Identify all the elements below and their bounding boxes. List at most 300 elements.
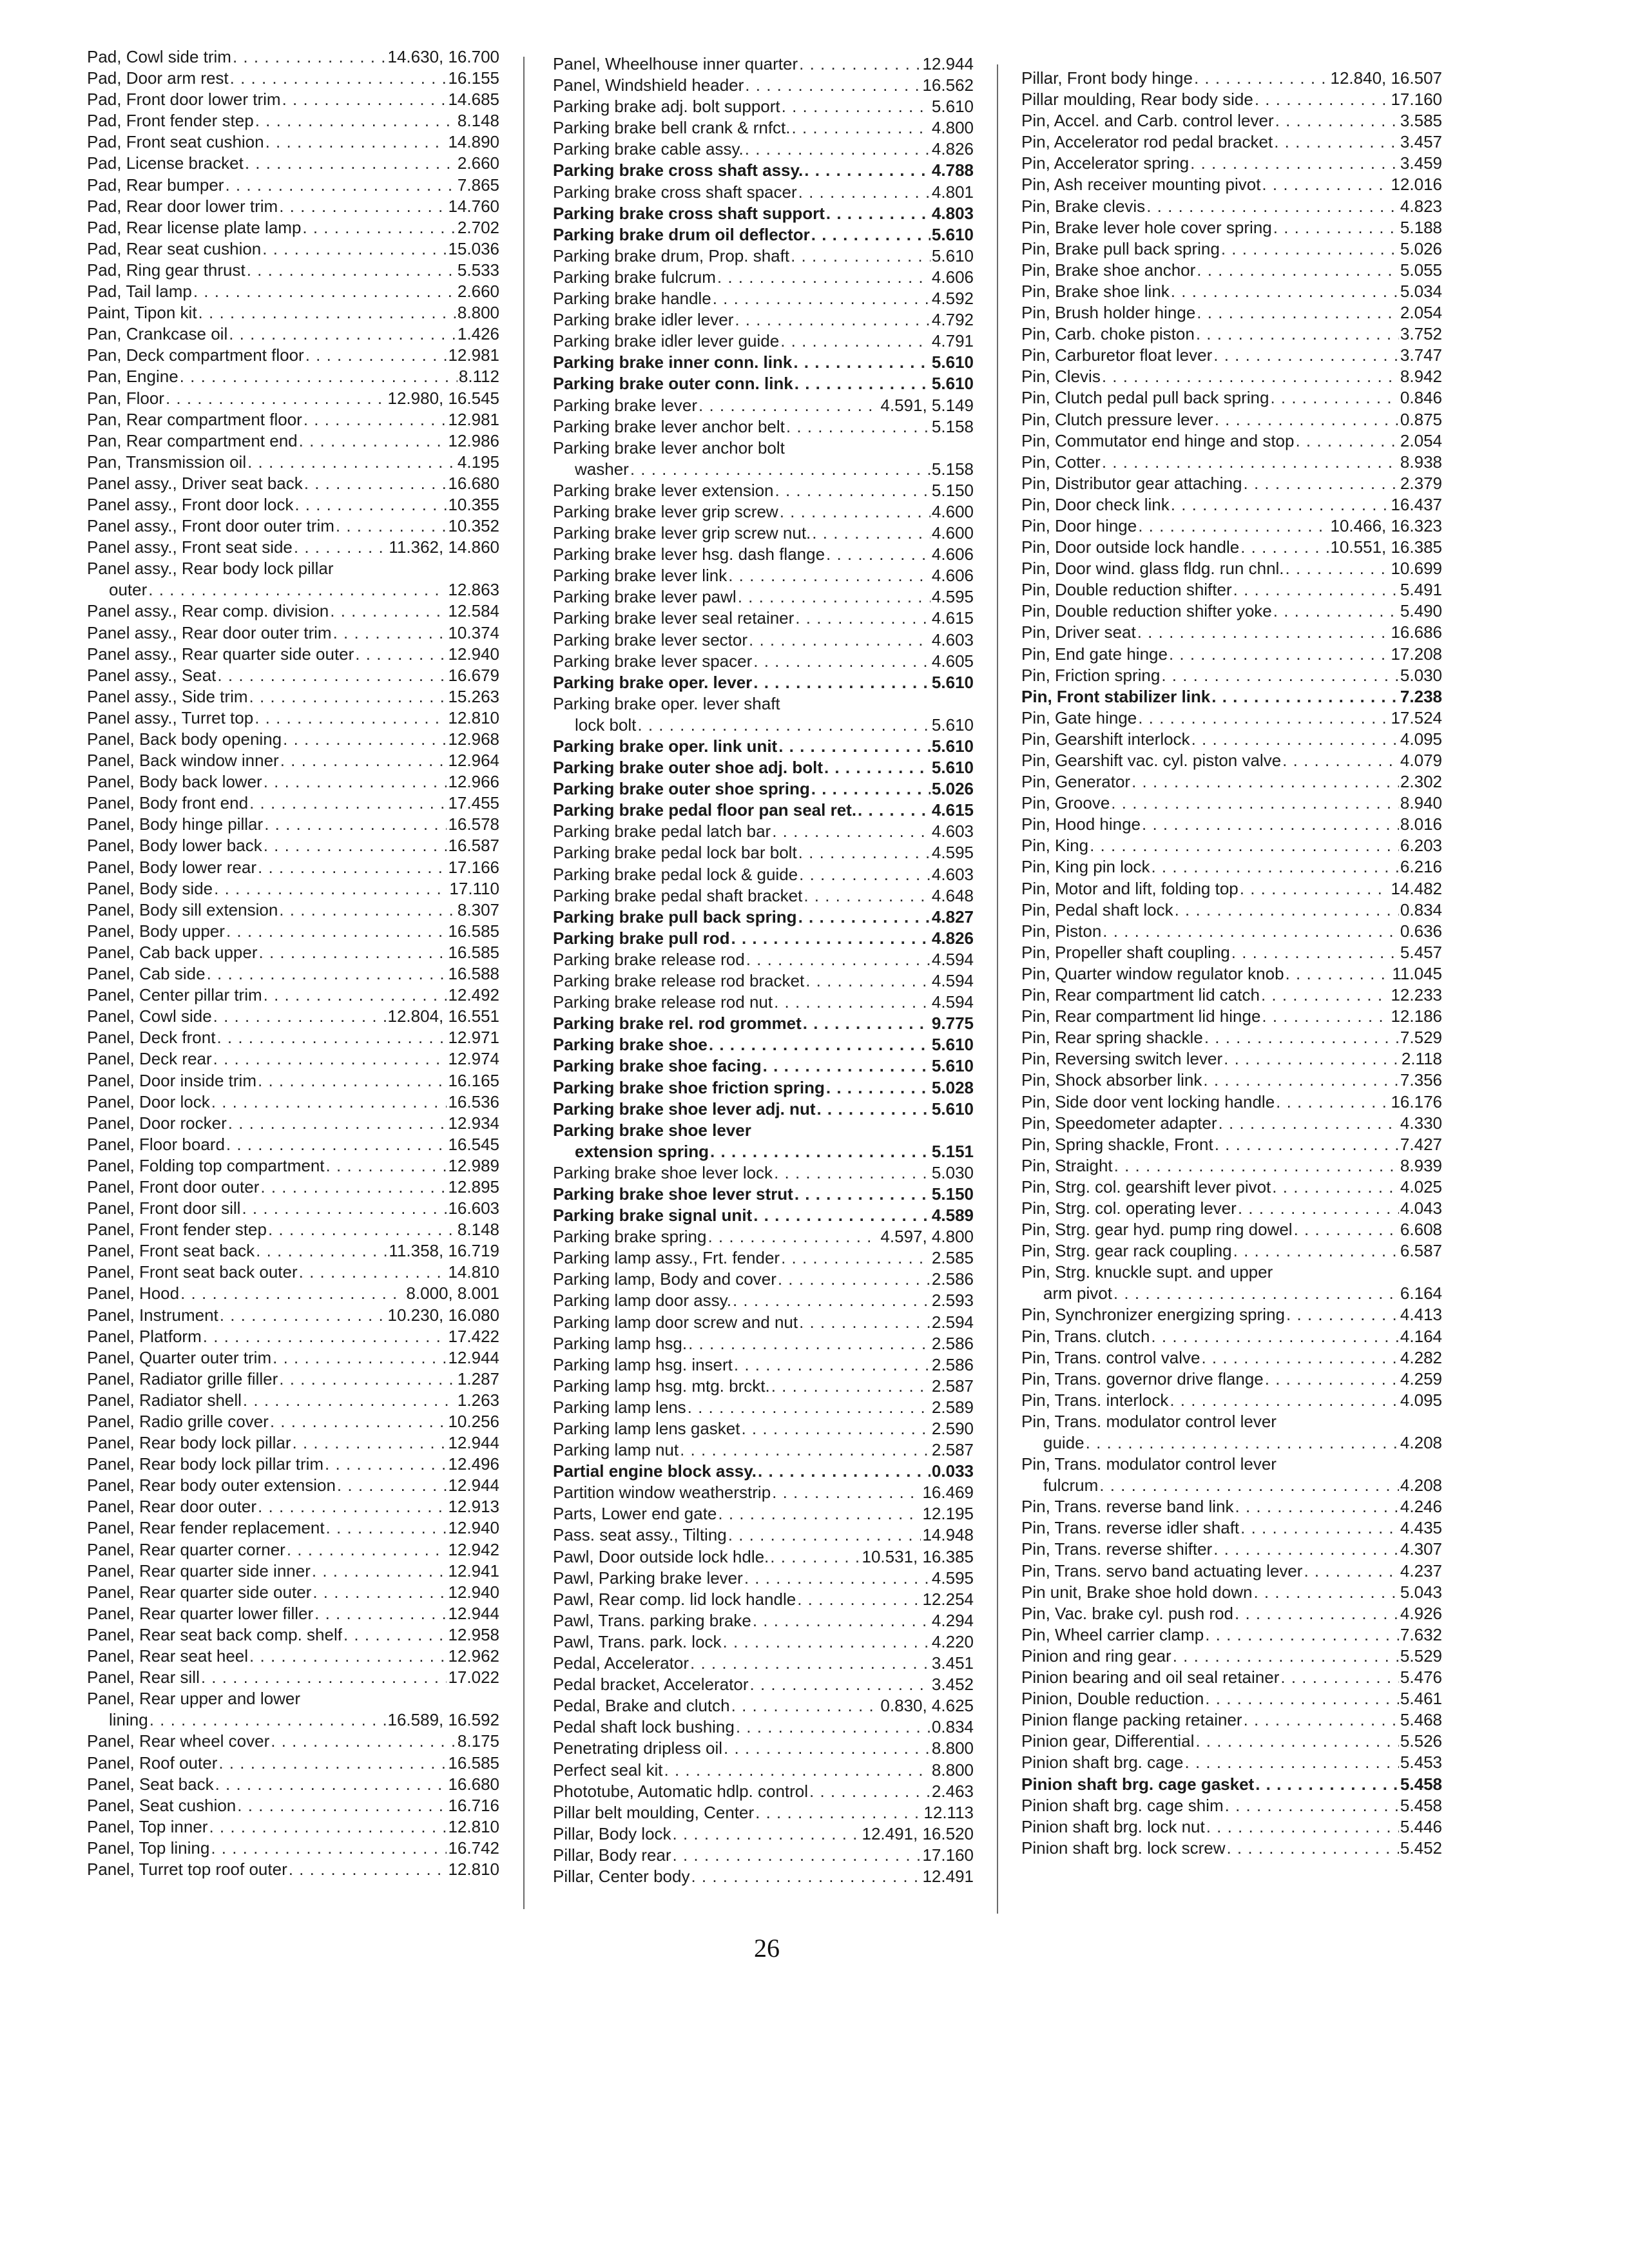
dot-leader [733,1290,930,1311]
entry-name: Pad, Door arm rest [87,68,229,88]
entry-reference: 12.804, 16.551 [387,1006,499,1026]
dot-leader [1191,729,1399,750]
entry-name: Pin, Door wind. glass fldg. run chnl. [1021,559,1284,579]
entry-reference: 12.986 [448,430,499,450]
entry-name: Pinion, Double reduction [1021,1689,1204,1709]
entry-name: Panel assy., Front door lock [87,494,294,514]
entry-name: Parking lamp hsg. mtg. brckt. [553,1376,770,1396]
entry-reference: 8.307 [457,899,499,919]
index-entry [1021,1688,1442,1709]
index-entry [87,771,499,793]
index-entry [1021,644,1442,665]
entry-name: Parking brake lever hsg. dash flange [553,544,825,564]
entry-reference: 17.160 [922,1845,974,1865]
entry-name: Panel, Body front end [87,793,249,813]
index-entry [87,260,499,281]
entry-reference: 4.595 [931,1568,974,1588]
entry-reference: 5.610 [931,715,974,735]
index-entry [87,1859,499,1880]
index-entry [553,1226,974,1247]
dot-leader [1215,1134,1399,1155]
entry-reference: 5.446 [1400,1816,1442,1836]
index-entry [87,729,499,750]
entry-reference: 12.863 [448,580,499,600]
index-entry [553,1524,974,1546]
index-entry [1021,196,1442,217]
index-entry [87,1027,499,1048]
entry-reference: 4.826 [931,139,974,159]
entry-name: Pin, Trans. governor drive flange [1021,1369,1264,1389]
entry-name: Parking lamp, Body and cover [553,1269,776,1289]
dot-leader [299,1262,447,1283]
index-entry [87,131,499,153]
entry-name: Panel assy., Seat [87,665,217,685]
entry-reference: 4.803 [931,203,974,223]
dot-leader [1132,771,1399,793]
dot-leader [753,1205,930,1226]
entry-reference: 16.603 [448,1198,499,1218]
entry-reference: 0.875 [1400,409,1442,429]
entry-reference: 14.890 [448,132,499,152]
index-entry-heading: Pin, Strg. knuckle supt. and upper [1021,1262,1273,1282]
entry-name: Pin, King pin lock [1021,857,1150,877]
entry-name: Pin, Trans. reverse shifter [1021,1539,1213,1559]
entry-name: Parking brake lever grip screw [553,501,778,521]
dot-leader [1294,1219,1399,1240]
index-entry [1021,409,1442,430]
index-entry [553,949,974,970]
entry-reference: 4.095 [1400,729,1442,749]
dot-leader [1304,1561,1398,1582]
dot-leader [213,1006,387,1027]
dot-leader [217,665,447,686]
dot-leader [717,267,930,288]
entry-reference: 12.981 [448,409,499,429]
entry-name: Panel, Platform [87,1326,202,1346]
dot-leader [293,1432,447,1454]
entry-name: Panel, Rear seat heel [87,1646,249,1666]
entry-reference: 14.685 [448,90,499,110]
dot-leader [314,1603,447,1624]
entry-reference: 16.679 [448,665,499,685]
entry-name: Pin, Rear compartment lid hinge [1021,1006,1261,1026]
dot-leader [1204,1027,1399,1048]
index-entry [1021,1496,1442,1517]
entry-reference: 4.259 [1400,1369,1442,1389]
index-entry [1021,1603,1442,1624]
entry-name: Pinion shaft brg. cage [1021,1753,1184,1773]
index-entry [553,523,974,544]
dot-leader [302,217,456,238]
entry-name: Pin, Groove [1021,793,1110,813]
index-entry [1021,1219,1442,1240]
dot-leader [795,608,930,629]
entry-name: Pin, Commutator end hinge and stop [1021,430,1295,450]
entry-name: Parking lamp door screw and nut [553,1312,798,1332]
entry-reference: 4.605 [931,651,974,671]
dot-leader [728,565,930,586]
entry-reference: 2.586 [931,1269,974,1289]
entry-reference: 16.155 [448,68,499,88]
dot-leader [283,729,447,750]
entry-name: Parking lamp lens gasket [553,1419,740,1438]
entry-reference: 4.827 [931,907,974,927]
dot-leader [1295,430,1398,452]
entry-reference: 12.254 [922,1589,974,1609]
entry-reference: 4.164 [1400,1326,1442,1346]
index-entry [553,224,974,245]
dot-leader [243,1390,456,1411]
dot-leader [1240,1517,1399,1539]
entry-reference: 16.585 [448,921,499,941]
index-entry [1021,494,1442,515]
dot-leader [774,992,930,1013]
entry-name: Panel, Front seat back outer [87,1262,298,1282]
dot-leader [1113,1283,1399,1304]
entry-name: Parking brake handle [553,289,711,309]
entry-reference: 12.934 [448,1113,499,1133]
entry-name: Panel, Floor board [87,1134,225,1154]
entry-reference: 4.648 [931,885,974,905]
entry-name: Panel, Rear wheel cover [87,1731,270,1751]
entry-reference: 4.294 [931,1610,974,1630]
dot-leader [247,452,456,473]
dot-leader [1138,707,1389,729]
entry-reference: 8.175 [457,1731,499,1751]
index-entry [87,1624,499,1646]
index-entry [87,985,499,1006]
entry-reference: 14.760 [448,196,499,216]
index-entry [553,629,974,651]
index-column-3 [1021,68,1442,1859]
entry-name: Pan, Rear compartment floor [87,409,302,429]
dot-leader [1253,1582,1398,1603]
index-entry [1021,323,1442,345]
entry-reference: 12.940 [448,644,499,664]
entry-name: Pinion shaft brg. cage shim [1021,1795,1224,1815]
entry-reference: 0.830, 4.625 [880,1696,974,1716]
index-entry [1021,281,1442,302]
entry-reference: 5.026 [931,779,974,799]
dot-leader [245,153,456,174]
dot-leader [1235,1603,1399,1624]
entry-name: Panel, Front door sill [87,1198,241,1218]
dot-leader [758,1461,930,1482]
entry-reference: 5.043 [1400,1582,1442,1602]
dot-leader [270,1411,447,1432]
dot-leader [690,1653,930,1674]
entry-reference: 16.680 [448,1774,499,1794]
dot-leader [304,473,447,494]
entry-name: Parking brake bell crank & rnfct. [553,118,791,138]
dot-leader [217,1027,447,1048]
dot-leader [1255,89,1390,110]
index-entry [1021,1816,1442,1838]
dot-leader [1273,217,1399,238]
entry-name: Panel, Rear body outer extension [87,1475,336,1495]
dot-leader [637,715,930,736]
entry-name: Panel, Front door outer [87,1177,260,1196]
entry-name: Parking brake pedal latch bar [553,822,771,841]
dot-leader [226,921,447,942]
entry-name: Paint, Tipon kit [87,303,197,323]
entry-reference: 12.966 [448,772,499,792]
entry-name: Parking brake lever pawl [553,587,737,607]
entry-name: Parking brake shoe [553,1035,708,1055]
dot-leader [804,160,930,181]
entry-name: Pedal, Brake and clutch [553,1696,730,1716]
entry-reference: 2.587 [931,1376,974,1396]
dot-leader [229,323,456,345]
entry-name: Parking brake release rod nut [553,992,773,1012]
dot-leader [220,1305,387,1326]
dot-leader [755,1802,922,1823]
entry-name: Parking lamp hsg. insert [553,1354,733,1374]
entry-name: Panel, Rear quarter side outer [87,1582,312,1602]
entry-reference: 12.113 [923,1802,974,1822]
entry-reference: 5.030 [931,1162,974,1182]
index-entry [553,1141,974,1162]
dot-leader [225,175,456,196]
entry-name: Pan, Floor [87,388,164,408]
index-column-2 [553,53,974,1887]
index-entry [87,963,499,985]
entry-reference: 16.686 [1391,622,1442,642]
dot-leader [294,494,447,515]
entry-name: Panel, Folding top compartment [87,1155,325,1175]
entry-reference: 17.022 [448,1667,499,1687]
entry-name: Pin, Accelerator rod pedal bracket [1021,132,1273,152]
entry-reference: 12.944 [922,54,974,73]
entry-name: Pin, Cotter [1021,452,1101,472]
dot-leader [1233,579,1399,601]
entry-reference: 3.457 [1400,132,1442,152]
entry-reference: 7.529 [1400,1028,1442,1048]
index-entry [1021,1091,1442,1113]
entry-reference: 12.974 [448,1049,499,1069]
index-entry [553,821,974,842]
index-entry [553,1397,974,1418]
entry-reference: 7.238 [1400,686,1442,706]
entry-reference: 4.615 [931,800,974,820]
entry-reference: 4.823 [1400,196,1442,216]
index-entry [553,1439,974,1461]
dot-leader [770,1546,860,1568]
index-entry [1021,622,1442,643]
entry-reference: 12.195 [922,1504,974,1524]
dot-leader [264,771,447,793]
entry-reference: 12.186 [1391,1006,1442,1026]
entry-name: Pan, Rear compartment end [87,430,298,450]
entry-reference: 4.595 [931,587,974,607]
dot-leader [1205,1624,1399,1646]
entry-name: Pin, Trans. servo band actuating lever [1021,1561,1303,1581]
entry-name: Pillar, Body rear [553,1845,671,1865]
index-entry [87,281,499,302]
entry-reference: 0.834 [1400,899,1442,919]
entry-name: Parking brake oper. link unit [553,736,778,756]
index-entry [87,1198,499,1219]
index-entry [87,665,499,686]
entry-name: Pin, Spring shackle, Front [1021,1134,1213,1154]
entry-reference: 10.352 [448,516,499,536]
entry-name: Panel, Deck front [87,1028,216,1048]
entry-reference: 7.632 [1400,1624,1442,1644]
index-entry [1021,921,1442,942]
index-entry [553,331,974,352]
index-entry [553,1845,974,1866]
entry-name: Pan, Deck compartment floor [87,345,304,365]
entry-name: Parking brake pedal floor pan seal ret. [553,800,857,820]
entry-reference: 12.942 [448,1539,499,1559]
index-entry [553,1631,974,1653]
entry-reference: 5.610 [931,224,974,244]
index-entry [1021,452,1442,473]
entry-name: Panel assy., Side trim [87,686,248,706]
index-entry [87,452,499,473]
index-entry [1021,985,1442,1006]
entry-name: Pillar, Front body hinge [1021,68,1193,88]
index-entry [1021,1240,1442,1262]
entry-name: Pin, Carburetor float lever [1021,345,1213,365]
index-entry [553,53,974,75]
dot-leader [753,672,930,693]
entry-name: Parking brake idler lever [553,310,734,330]
entry-reference: 4.594 [931,992,974,1012]
index-entry [553,1610,974,1631]
entry-reference: 16.585 [448,1753,499,1773]
index-entry [1021,942,1442,963]
entry-name: Pin, Carb. choke piston [1021,324,1195,344]
index-entry [87,686,499,707]
entry-reference: 2.594 [931,1312,974,1332]
index-entry [1021,473,1442,494]
index-entry [1021,110,1442,131]
index-entry [87,217,499,238]
entry-reference: 12.944 [448,1475,499,1495]
entry-reference: 12.980, 16.545 [387,388,499,408]
index-entry [553,715,974,736]
entry-reference: 5.491 [1400,580,1442,600]
entry-reference: 16.578 [448,814,499,834]
entry-reference: 2.118 [1401,1049,1442,1069]
entry-reference: 3.459 [1400,153,1442,173]
entry-name: Pin, Strg. gear hyd. pump ring dowel [1021,1220,1293,1240]
dot-leader [1286,558,1390,579]
index-entry [1021,707,1442,729]
index-entry [87,835,499,856]
entry-name: Panel, Body upper [87,921,225,941]
dot-leader [1280,1667,1399,1688]
index-entry [87,878,499,899]
entry-reference: 2.702 [457,217,499,237]
index-entry [553,1247,974,1269]
dot-leader [1226,1838,1398,1859]
dot-leader [1213,345,1399,366]
index-entry [1021,1177,1442,1198]
index-entry [87,1326,499,1347]
index-entry [553,96,974,117]
index-entry [553,1482,974,1503]
index-entry [1021,260,1442,281]
entry-name: Pillar, Body lock [553,1823,671,1843]
entry-reference: 16.742 [448,1838,499,1858]
entry-reference: 10.256 [448,1412,499,1431]
index-entry [87,1219,499,1240]
index-entry [1021,750,1442,771]
index-entry [553,501,974,523]
entry-name: Panel, Rear door outer [87,1497,257,1517]
dot-leader [280,750,447,771]
index-entry [553,928,974,949]
index-entry [1021,537,1442,558]
dot-leader [713,288,930,309]
entry-reference: 12.016 [1391,175,1442,195]
entry-reference: 11.362, 14.860 [389,537,499,557]
entry-reference: 5.476 [1400,1667,1442,1687]
index-entry [1021,1646,1442,1667]
entry-name: Parking brake lever extension [553,480,774,500]
dot-leader [1262,1006,1389,1027]
index-entry [553,1503,974,1524]
entry-reference: 5.055 [1400,260,1442,280]
entry-name: Pan, Transmission oil [87,452,247,472]
entry-reference: 3.752 [1400,324,1442,344]
dot-leader [149,1709,387,1731]
entry-reference: 14.630, 16.700 [387,47,499,66]
entry-name: Panel, Body hinge pillar [87,814,264,834]
entry-name: Pin, Accelerator spring [1021,153,1190,173]
entry-name: Pin, Trans. reverse idler shaft [1021,1518,1240,1538]
entry-name: Panel, Radiator shell [87,1390,242,1410]
entry-reference: 5.458 [1400,1774,1442,1794]
index-entry [1021,430,1442,452]
dot-leader [1275,110,1399,131]
entry-reference: 3.747 [1400,345,1442,365]
entry-name: Parking lamp door assy. [553,1291,731,1311]
index-entry [87,345,499,366]
dot-leader [1146,196,1399,217]
index-entry [87,1816,499,1838]
index-entry [87,89,499,110]
entry-name: Pinion shaft brg. lock screw [1021,1838,1226,1858]
dot-leader [710,1141,930,1162]
entry-reference: 12.944 [448,1603,499,1623]
index-entry [87,1048,499,1070]
entry-name: Panel, Rear seat back comp. shelf [87,1624,342,1644]
entry-name: Panel, Radiator grille filler [87,1369,278,1389]
index-entry [87,1646,499,1667]
entry-reference: 5.150 [931,480,974,500]
entry-name: Parking brake adj. bolt support [553,97,780,117]
dot-leader [325,1454,447,1475]
index-entry [1021,1048,1442,1070]
index-entry [553,267,974,288]
dot-leader [1196,323,1399,345]
entry-reference: 4.282 [1400,1347,1442,1367]
dot-leader [264,814,447,835]
entry-name: Pin, Brake clevis [1021,196,1146,216]
entry-reference: 2.589 [931,1397,974,1417]
index-entry [553,1674,974,1695]
entry-name: Pin, Generator [1021,772,1131,792]
entry-reference: 5.610 [931,245,974,265]
entry-name: Parking brake inner conn. link [553,352,793,372]
entry-name: Pin, Double reduction shifter yoke [1021,601,1272,621]
entry-reference: 16.585 [448,942,499,962]
entry-name: Panel, Radio grille cover [87,1412,269,1431]
index-entry [1021,1283,1442,1304]
